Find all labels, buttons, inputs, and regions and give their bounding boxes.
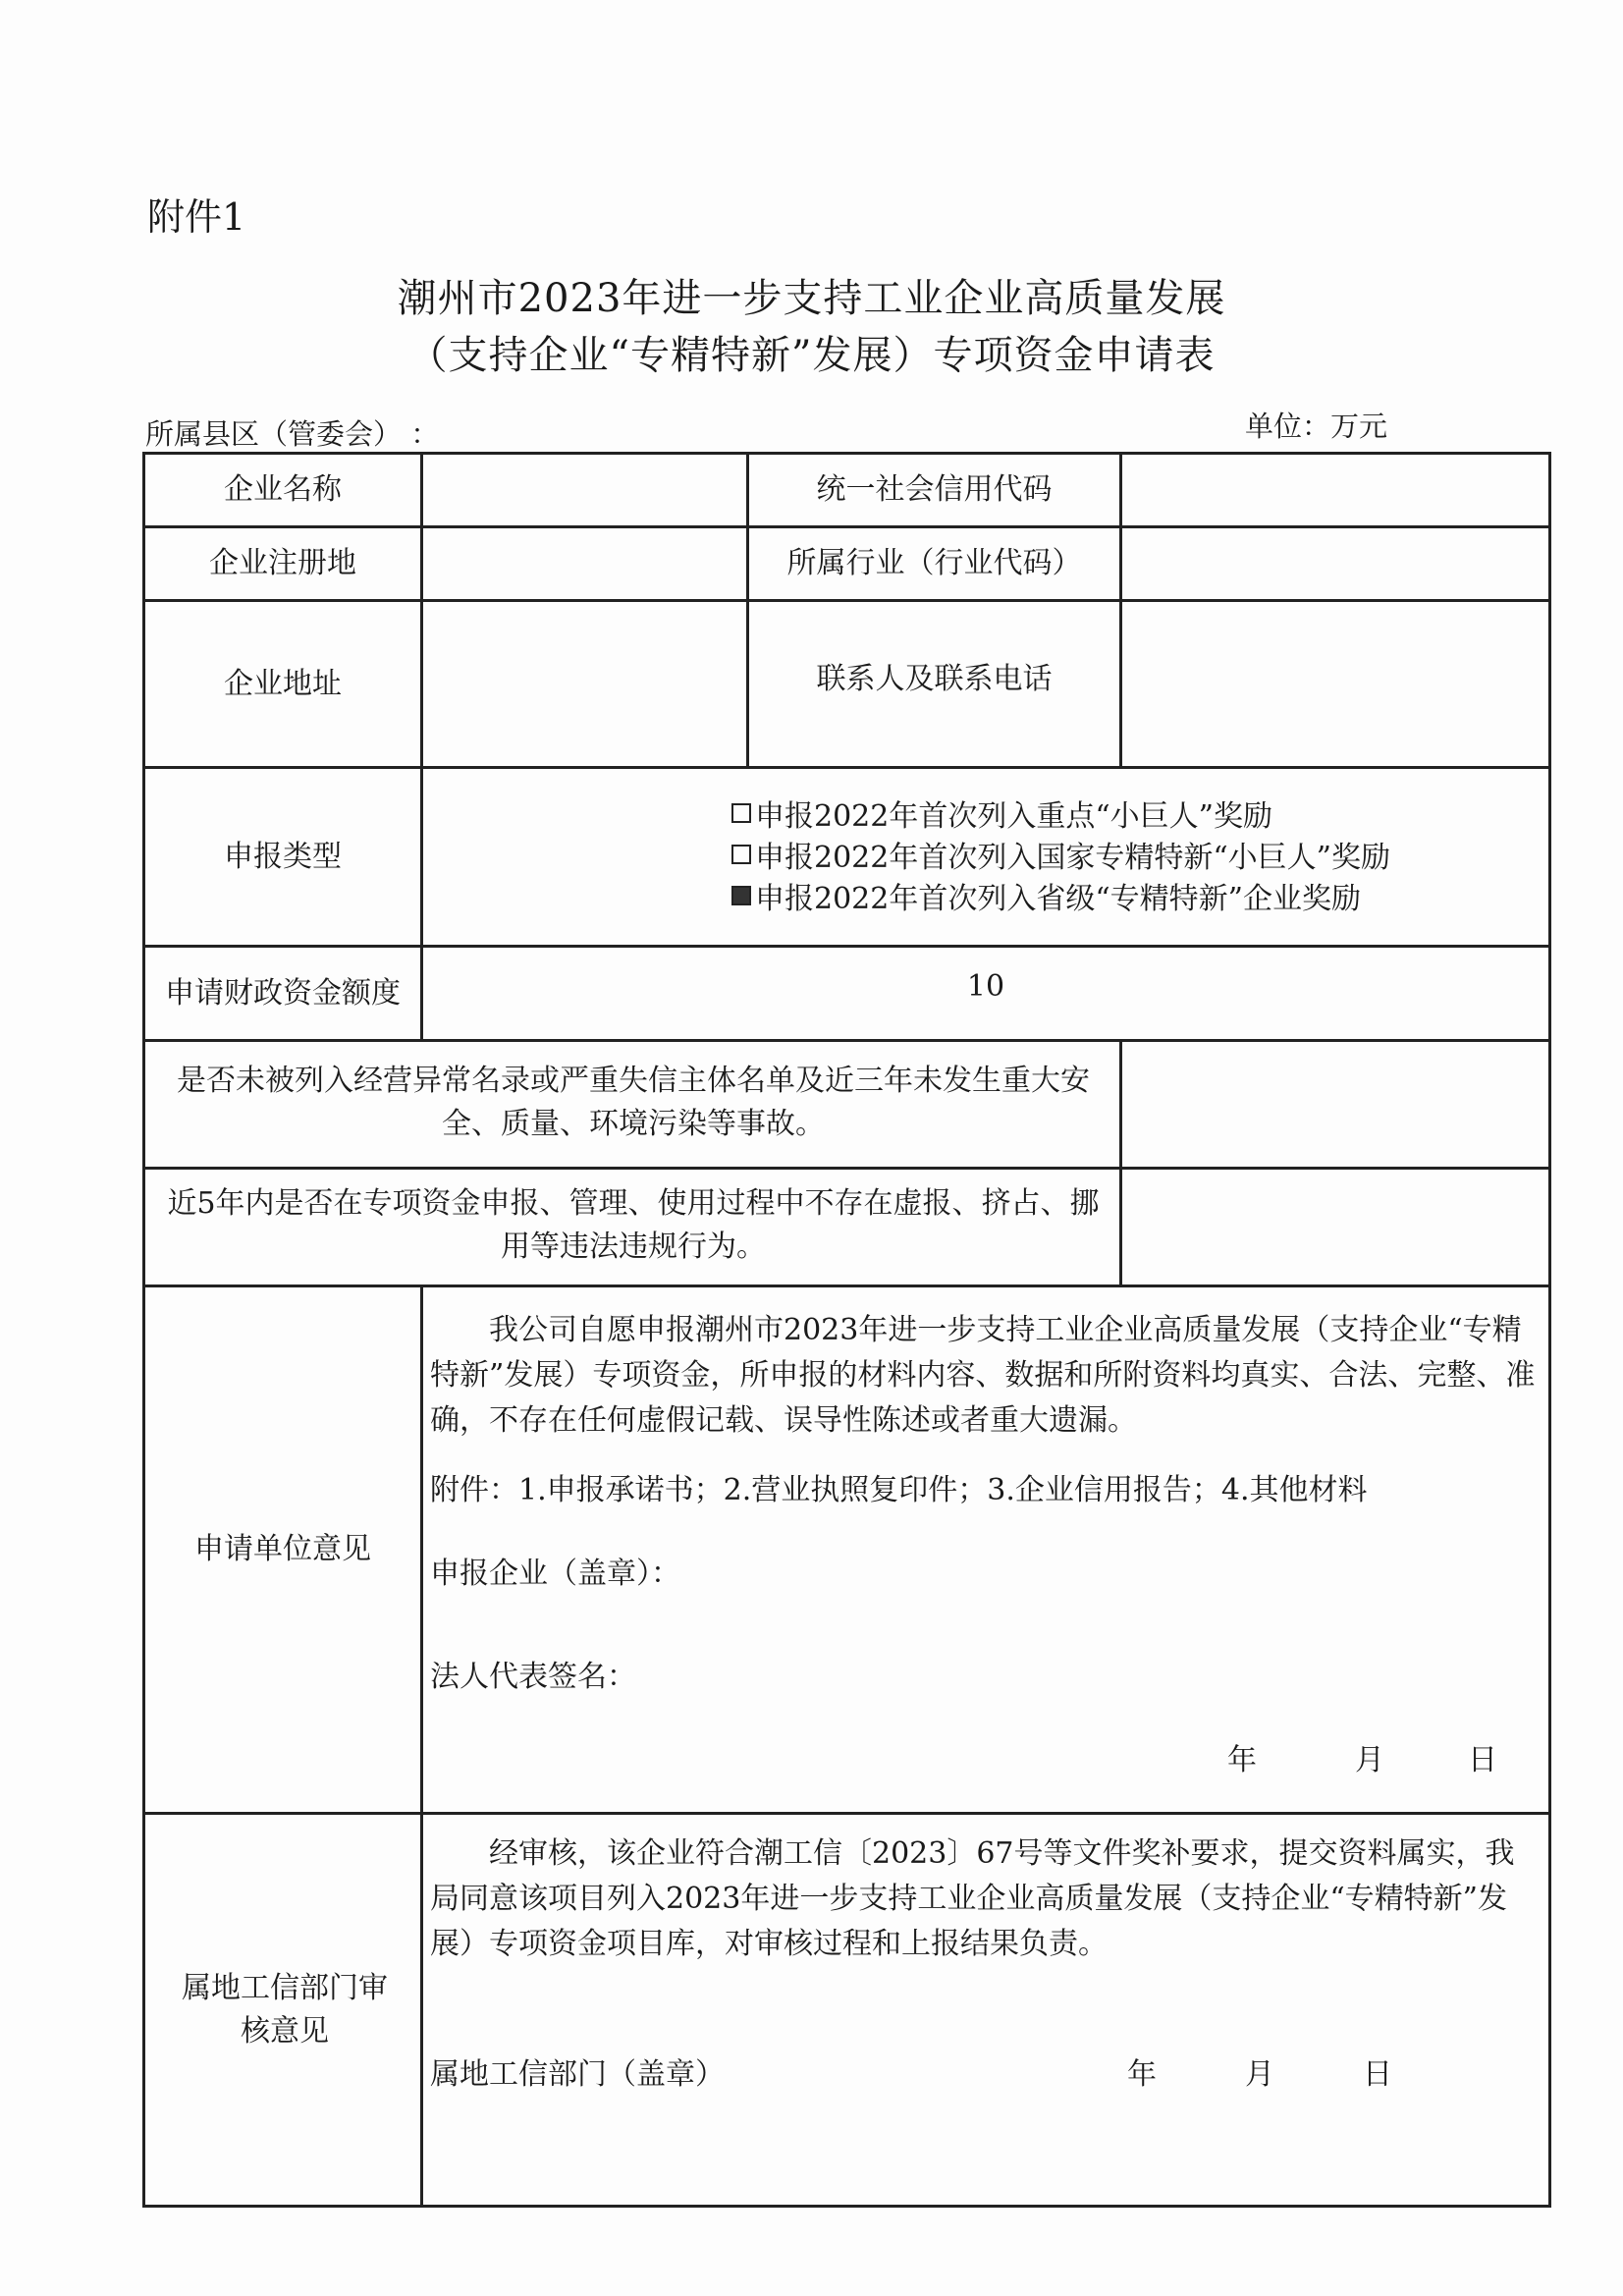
apply-option-2[interactable] [731,833,1390,876]
amount-label: 申请财政资金额度 [165,975,401,1011]
contact-label: 联系人及联系电话 [816,661,1053,696]
applicant-attachments: 附件：1.申报承诺书；2.营业执照复印件；3.企业信用报告；4.其他材料 [430,1473,1368,1507]
review-date-month: 月 [1245,2057,1274,2092]
reg-place-label: 企业注册地 [209,546,356,580]
apply-option-label: 申报2022年首次列入国家专精特新“小巨人”奖励 [755,841,1391,875]
review-date-day: 日 [1363,2057,1392,2092]
checkbox-icon[interactable] [731,845,751,864]
apply-option-label: 申报2022年首次列入重点“小巨人”奖励 [755,799,1273,834]
apply-option-1[interactable] [731,792,1272,835]
question-fund-misuse: 近5年内是否在专项资金申报、管理、使用过程中不存在虚报、挤占、挪用等违法违规行为。 [167,1186,1100,1264]
question-abnormal-record: 是否未被列入经营异常名录或严重失信主体名单及近三年未发生重大安全、质量、环境污染等事故。 [177,1064,1090,1141]
attachment-label: 附件1 [147,195,246,239]
apply-option-3[interactable] [731,874,1361,917]
apply-type-label: 申报类型 [224,839,342,874]
applicant-seal-label: 申报企业（盖章）： [430,1557,680,1591]
review-statement: 经审核，该企业符合潮工信〔2023〕67号等文件奖补要求，提交资料属实，我局同意该项目列入2023年进一步支持工业企业高质量发展（支持企业“专精特新”发展）专项资金项目库，对审核过程和上报结果负责。 [430,1836,1515,1961]
checked-checkbox-icon[interactable] [731,886,751,905]
review-date-year: 年 [1127,2057,1157,2092]
review-opinion-label: 属地工信部门审核意见 [182,1970,388,2049]
applicant-opinion-label: 申请单位意见 [194,1532,371,1566]
unit-label: 单位：万元 [1245,410,1388,443]
applicant-date-year: 年 [1227,1743,1257,1777]
amount-value[interactable]: 10 [966,969,1005,1004]
applicant-date-month: 月 [1355,1743,1384,1777]
document-title-line1: 潮州市2023年进一步支持工业企业高质量发展 [397,276,1226,321]
document-title-line2: （支持企业“专精特新”发展）专项资金申请表 [407,333,1216,378]
legal-rep-signature-label: 法人代表签名： [430,1660,636,1694]
county-label: 所属县区（管委会） ： [145,417,440,451]
industry-label: 所属行业（行业代码） [786,546,1082,580]
credit-code-label: 统一社会信用代码 [816,472,1053,507]
applicant-date-day: 日 [1468,1743,1497,1777]
review-seal-label: 属地工信部门（盖章） [430,2057,725,2092]
applicant-statement: 我公司自愿申报潮州市2023年进一步支持工业企业高质量发展（支持企业“专精特新”发展）专项资金，所申报的材料内容、数据和所附资料均真实、合法、完整、准确，不存在任何虚假记载、误导性陈述或者重大遗漏。 [430,1313,1536,1438]
apply-option-label: 申报2022年首次列入省级“专精特新”企业奖励 [755,882,1362,916]
company-name-label: 企业名称 [224,472,342,507]
address-label: 企业地址 [224,666,342,701]
checkbox-icon[interactable] [731,803,751,823]
